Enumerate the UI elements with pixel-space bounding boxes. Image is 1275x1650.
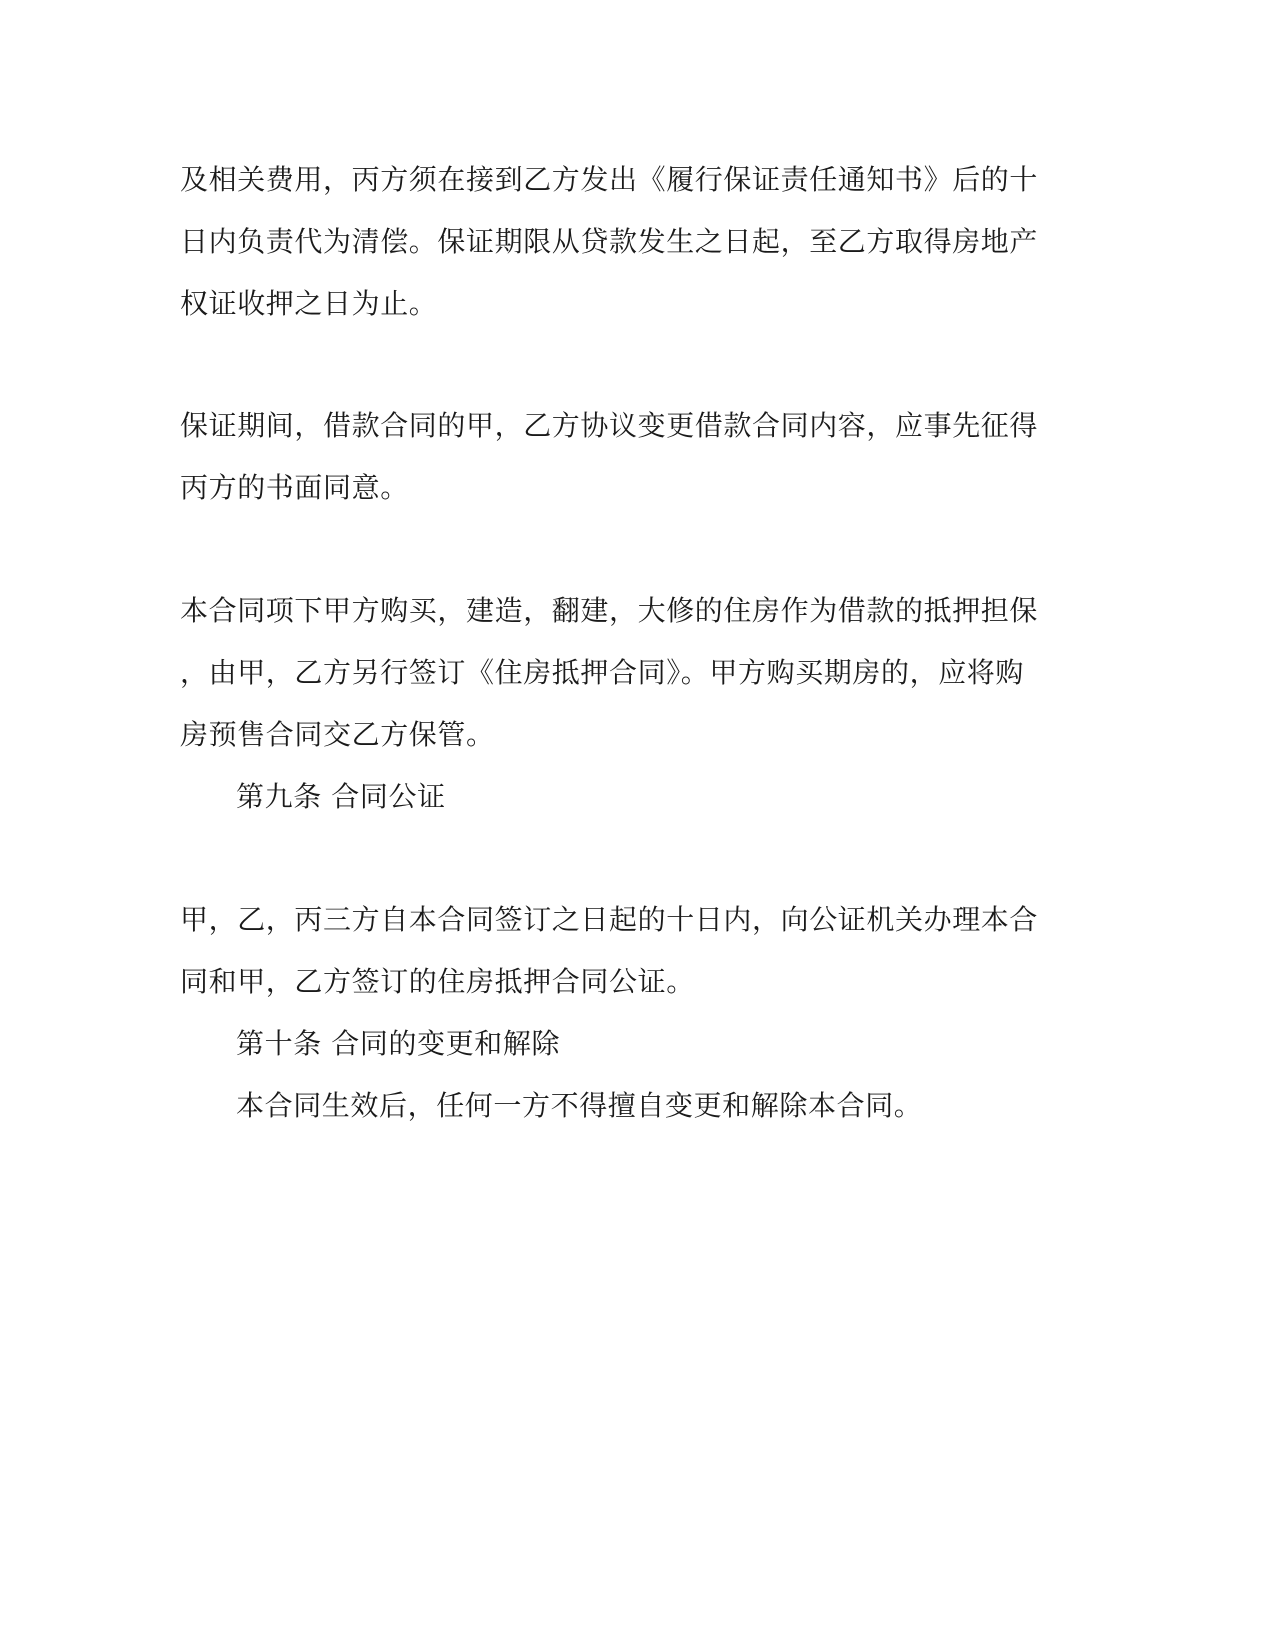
paragraph-line: 本合同项下甲方购买，建造，翻建，大修的住房作为借款的抵押担保 bbox=[180, 594, 1039, 627]
paragraph-line: 权证收押之日为止。 bbox=[180, 287, 438, 320]
paragraph-line: 同和甲，乙方签订的住房抵押合同公证。 bbox=[180, 965, 695, 998]
paragraph-line: ，由甲，乙方另行签订《住房抵押合同》。甲方购买期房的，应将购 bbox=[180, 656, 1025, 689]
paragraph-line: 保证期间，借款合同的甲，乙方协议变更借款合同内容，应事先征得 bbox=[180, 409, 1039, 442]
paragraph-line: 及相关费用，丙方须在接到乙方发出《履行保证责任通知书》后的十 bbox=[180, 163, 1039, 196]
section-heading-article-10: 第十条 合同的变更和解除 bbox=[236, 1027, 561, 1060]
paragraph-line: 甲，乙，丙三方自本合同签订之日起的十日内，向公证机关办理本合 bbox=[180, 903, 1039, 936]
paragraph-line: 本合同生效后，任何一方不得擅自变更和解除本合同。 bbox=[236, 1089, 923, 1122]
section-heading-article-9: 第九条 合同公证 bbox=[236, 780, 446, 813]
paragraph-line: 丙方的书面同意。 bbox=[180, 471, 409, 504]
paragraph-line: 房预售合同交乙方保管。 bbox=[180, 718, 495, 751]
paragraph-line: 日内负责代为清偿。保证期限从贷款发生之日起，至乙方取得房地产 bbox=[180, 225, 1039, 258]
